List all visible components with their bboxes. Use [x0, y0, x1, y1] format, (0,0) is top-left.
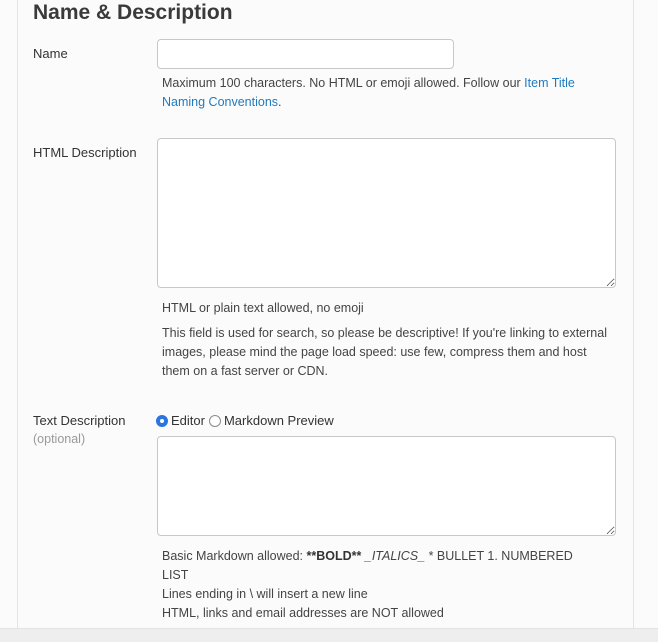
name-help-suffix: . [278, 95, 282, 109]
name-input[interactable] [157, 39, 454, 69]
markdown-help-rest: * BULLET 1. NUMBERED LIST [162, 549, 573, 582]
text-description-mode [156, 412, 338, 430]
text-description-label [33, 412, 125, 448]
editor-radio-icon[interactable] [156, 415, 168, 427]
markdown-help-bold: **BOLD** [306, 549, 362, 563]
name-label: Name [33, 46, 68, 61]
editor-radio-label[interactable]: Editor [171, 413, 205, 428]
bottom-strip [0, 628, 658, 642]
text-description-textarea[interactable] [157, 436, 616, 536]
markdown-help-newline: Lines ending in \ will insert a new line [162, 587, 368, 601]
text-description-label-text: Text Description [33, 413, 126, 428]
name-help-text: Maximum 100 characters. No HTML or emoji allowed. Follow our [162, 76, 525, 90]
markdown-help-not-allowed: HTML, links and email addresses are NOT allowed [162, 606, 444, 620]
markdown-preview-radio-icon[interactable] [209, 415, 221, 427]
optional-sublabel: (optional) [33, 432, 86, 446]
markdown-preview-radio-label[interactable]: Markdown Preview [223, 413, 334, 428]
html-description-label: HTML Description [33, 145, 137, 160]
section-title: Name & Description [33, 1, 233, 24]
html-description-help-search: This field is used for search, so please be descriptive! If you're linking to external images, please mind the page load speed: use few, compress them and host them on a fast server or CDN. [162, 326, 607, 378]
markdown-help-prefix: Basic Markdown allowed: [162, 549, 307, 563]
markdown-preview-radio[interactable] [209, 412, 334, 430]
html-description-help: HTML or plain text allowed, no emoji [162, 301, 364, 315]
html-description-textarea[interactable] [157, 138, 616, 288]
name-help [162, 74, 612, 112]
editor-radio[interactable] [156, 412, 205, 430]
markdown-help-italic: _ITALICS_ [361, 549, 429, 563]
naming-conventions-link[interactable]: Item Title Naming Conventions [162, 76, 575, 109]
markdown-help [162, 547, 602, 623]
